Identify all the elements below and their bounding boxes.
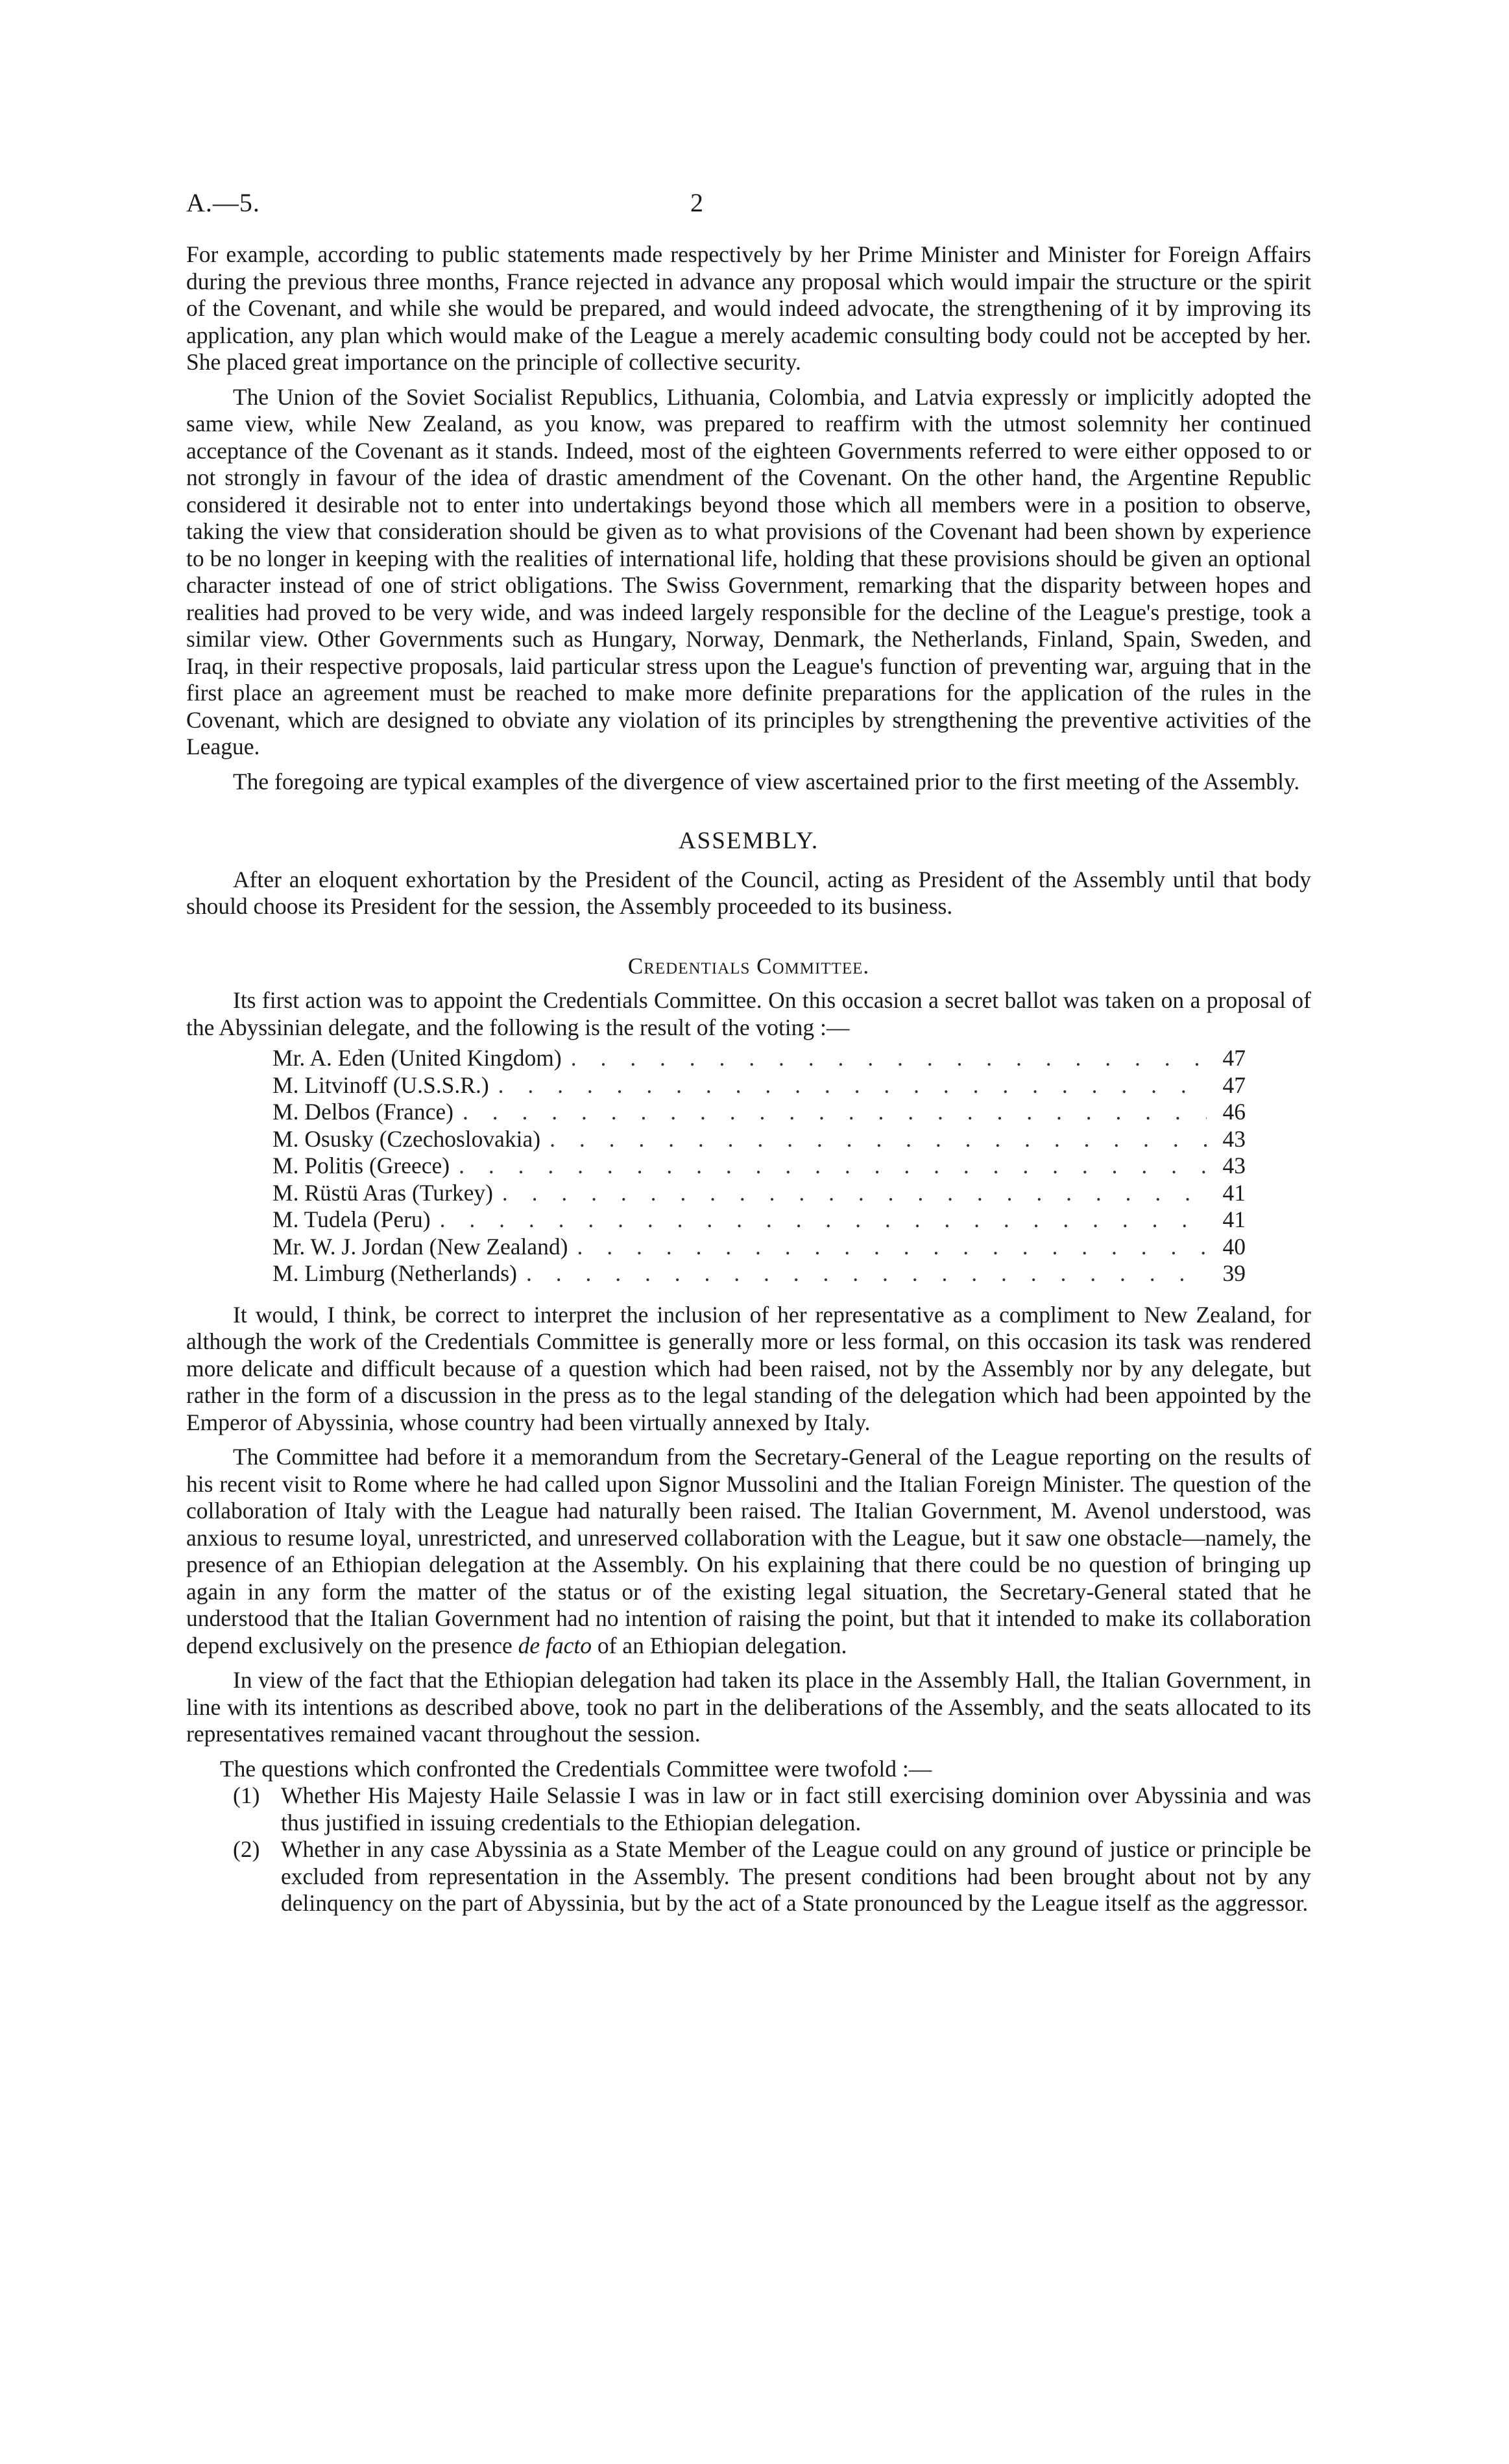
paragraph-foregoing: The foregoing are typical examples of the divergence of view ascertained prior to the first meeting of the Assembly. — [233, 768, 1300, 795]
paragraph-assembly: After an eloquent exhortation by the President of the Council, acting as President of the Assembly until that body should choose its President for the session, the Assembly proceeded to its business. — [186, 866, 1311, 919]
ballot-row — [272, 1260, 1246, 1287]
dot-leader — [568, 1234, 1207, 1261]
vote-count: 43 — [1222, 1125, 1246, 1152]
vote-count: 43 — [1222, 1153, 1246, 1178]
vote-count: 39 — [1222, 1260, 1246, 1286]
delegate-name: M. Delbos (France) — [272, 1099, 453, 1125]
paragraph-committee-memorandum — [186, 1444, 1311, 1659]
list-text: Whether in any case Abyssinia as a State Member of the League could on any ground of justice or principle be excluded from representation in the Assembly. The present conditions had been brought about not by any delinquency on the part of Abyssinia, but by the act of a State pronounced by the League itself as the aggressor. — [281, 1836, 1311, 1916]
vote-count: 46 — [1222, 1099, 1246, 1125]
paragraph-questions-intro: The questions which confronted the Credentials Committee were twofold :— — [220, 1755, 932, 1782]
paragraph-ethiopian-delegation: In view of the fact that the Ethiopian delegation had taken its place in the Assembly Hall, the Italian Government, in line with its intentions as described above, took no part in the deliberations of the Assembly, and the seats allocated to its representatives remained vacant throughout the session. — [186, 1667, 1311, 1747]
paragraph-new-zealand-compliment: It would, I think, be correct to interpret the inclusion of her representative as a compliment to New Zealand, for although the work of the Credentials Committee is generally more or less formal, on this occasion its task was rendered more delicate and difficult because of a question which had been raised, not by the Assembly nor by any delegate, but rather in the form of a discussion in the press as to the legal standing of the delegation which had been appointed by the Emperor of Abyssinia, whose country had been virtually annexed by Italy. — [186, 1301, 1311, 1435]
document-reference: A.—5. — [186, 188, 260, 217]
list-text: Whether His Majesty Haile Selassie I was in law or in fact still exercising dominion over Abyssinia and was thus justified in issuing credentials to the Ethiopian delegation. — [281, 1782, 1311, 1836]
dot-leader — [453, 1099, 1207, 1126]
ballot-row — [272, 1206, 1246, 1234]
ballot-row — [272, 1072, 1246, 1099]
delegate-name: Mr. A. Eden (United Kingdom) — [272, 1045, 562, 1071]
section-heading-credentials-committee: Credentials Committee. — [627, 953, 870, 979]
ballot-row — [272, 1045, 1246, 1072]
ballot-row — [272, 1126, 1246, 1153]
delegate-name: M. Osusky (Czechoslovakia) — [272, 1125, 541, 1152]
dot-leader — [431, 1206, 1207, 1234]
vote-count: 41 — [1222, 1206, 1246, 1232]
ballot-row — [272, 1180, 1246, 1207]
paragraph-soviet-union: The Union of the Soviet Socialist Republics, Lithuania, Colombia, and Latvia expressly or implicitly adopted the same view, while New Zealand, as you know, was prepared to reaffirm with the utmost solemnity her continued acceptance of the Covenant as it stands. Indeed, most of the eighteen Governments referred to were either opposed to or not strongly in favour of the idea of drastic amendment of the Covenant. On the other hand, the Argentine Republic considered it desirable not to enter into undertakings beyond those which all members were in a position to observe, taking the view that consideration should be given as to what provisions of the Covenant had been shown by experience to be no longer in keeping with the realities of international life, holding that these provisions should be given an optional character instead of one of strict obligations. The Swiss Government, remarking that the disparity between hopes and realities had proved to be very wide, and was indeed largely responsible for the decline of the League's prestige, took a similar view. Other Governments such as Hungary, Norway, Denmark, the Netherlands, Finland, Spain, Sweden, and Iraq, in their respective proposals, laid particular stress upon the League's function of preventing war, arguing that in the first place an agreement must be reached to make more definite preparations for the application of the rules in the Covenant, which are designed to obviate any violation of its principles by strengthening the preventive activities of the League. — [186, 383, 1311, 760]
vote-count: 40 — [1222, 1233, 1246, 1260]
ballot-row — [272, 1099, 1246, 1126]
list-number: (1) — [233, 1782, 260, 1808]
delegate-name: M. Tudela (Peru) — [272, 1206, 431, 1232]
section-heading-assembly: ASSEMBLY. — [678, 828, 819, 854]
questions-list — [233, 1782, 1311, 1917]
page-header — [186, 189, 1311, 228]
delegate-name: M. Litvinoff (U.S.S.R.) — [272, 1071, 489, 1098]
dot-leader — [489, 1072, 1207, 1099]
ballot-results-table — [272, 1045, 1246, 1287]
list-number: (2) — [233, 1836, 260, 1862]
vote-count: 47 — [1222, 1071, 1246, 1098]
dot-leader — [562, 1045, 1207, 1072]
list-item — [233, 1782, 1311, 1836]
paragraph-credentials-intro: Its first action was to appoint the Credentials Committee. On this occasion a secret ballot was taken on a proposal of the Abyssinian delegate, and the following is the result of the voting :— — [186, 987, 1311, 1040]
list-item — [233, 1836, 1311, 1917]
dot-leader — [450, 1153, 1207, 1180]
delegate-name: Mr. W. J. Jordan (New Zealand) — [272, 1233, 568, 1260]
dot-leader — [517, 1260, 1207, 1287]
de-facto-italic: de facto — [518, 1632, 592, 1658]
paragraph-france: For example, according to public statements made respectively by her Prime Minister and Minister for Foreign Affairs during the previous three months, France rejected in advance any proposal which would impair the structure or the spirit of the Covenant, and while she would be prepared, and would indeed advocate, the strengthening of it by improving its application, any plan which would make of the League a merely academic consulting body could not be accepted by her. She placed great importance on the principle of collective security. — [186, 241, 1311, 375]
vote-count: 47 — [1222, 1045, 1246, 1071]
page-number: 2 — [690, 188, 703, 217]
dot-leader — [493, 1180, 1207, 1207]
dot-leader — [540, 1126, 1207, 1153]
memorandum-text: The Committee had before it a memorandum from the Secretary-General of the League reporting on the results of his recent visit to Rome where he had called upon Signor Mussolini and the Italian Foreign Minister. The question of the collaboration of Italy with the League had naturally been raised. The Italian Government, M. Avenol understood, was anxious to resume loyal, unrestricted, and unreserved collaboration with the League, but it saw one obstacle—namely, the presence of an Ethiopian delegation at the Assembly. On his explaining that there could be no question of bringing up again in any form the matter of the status or of the existing legal situation, the Secretary-General stated that he understood that the Italian Government had no intention of raising the point, but that it intended to make its collaboration depend exclusively on the presence — [186, 1444, 1311, 1658]
delegate-name: M. Rüstü Aras (Turkey) — [272, 1179, 493, 1206]
delegate-name: M. Limburg (Netherlands) — [272, 1260, 517, 1286]
ballot-row — [272, 1234, 1246, 1261]
memorandum-text-end: of an Ethiopian delegation. — [591, 1632, 847, 1658]
ballot-row — [272, 1153, 1246, 1180]
vote-count: 41 — [1222, 1179, 1246, 1206]
delegate-name: M. Politis (Greece) — [272, 1153, 450, 1178]
